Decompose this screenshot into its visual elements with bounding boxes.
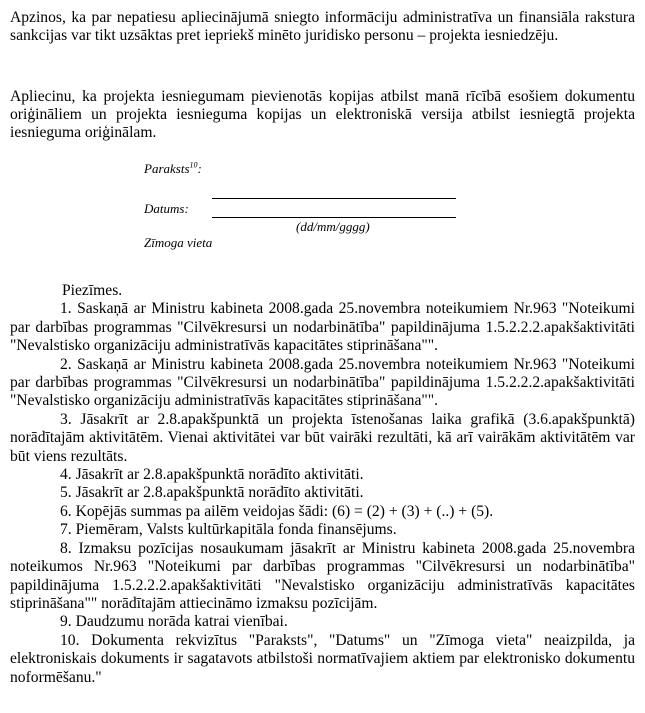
note-item: 6. Kopējās summas pa ailēm veidojas šādi: (6) = (2) + (3) + (..) + (5). [60, 502, 494, 520]
note-item: 7. Piemēram, Valsts kultūrkapitāla fonda finansējums. [60, 521, 397, 539]
note-item: 5. Jāsakrīt ar 2.8.apakšpunktā norādīto aktivitāti. [60, 484, 364, 502]
note-item: 8. Izmaksu pozīcijas nosaukumam jāsakrīt ar Ministru kabineta 2008.gada 25.novembra noteikumos Nr.963 "Noteikumi par darbības programmas "Cilvēkresursi un nodarbinātība" papildinājuma 1.5.2.2.2.apakšaktivitāti "Nevalstisko organizāciju administratīvās kapacitātes stiprināšana"" norādītajām attiecināmo izmaksu pozīcijām. [10, 539, 635, 612]
signature-footnote: 10 [189, 160, 198, 170]
note-item: 10. Dokumenta rekvizītus "Paraksts", "Datums" un "Zīmoga vieta" neaizpilda, ja elektroniskais dokuments ir sagatavots atbilstoši normatīvajiem aktiem par elektronisko dokumentu noformēšanu." [10, 631, 635, 686]
statement-false-info: Apzinos, ka par nepatiesu apliecinājumā sniegto informāciju administratīva un finansiāla rakstura sankcijas var tikt uzsāktas pret iepriekš minēto juridisko personu – projekta iesniedzēju. [10, 9, 635, 44]
signature-label-text: Paraksts [144, 161, 190, 176]
note-item: 1. Saskaņā ar Ministru kabineta 2008.gada 25.novembra noteikumiem Nr.963 "Noteikumi par darbības programmas "Cilvēkresursi un nodarbinātība" papildinājuma 1.5.2.2.2.apakšaktivitāti "Nevalstisko organizāciju administratīvās kapacitātes stiprināšana"". [10, 300, 635, 355]
note-item: 2. Saskaņā ar Ministru kabineta 2008.gada 25.novembra noteikumiem Nr.963 "Noteikumi par darbības programmas "Cilvēkresursi un nodarbinātība" papildinājuma 1.5.2.2.2.apakšaktivitāti "Nevalstisko organizāciju administratīvās kapacitātes stiprināšana"". [10, 355, 635, 410]
date-line [212, 217, 456, 218]
signature-line [212, 198, 456, 199]
date-label: Datums: [144, 201, 189, 216]
stamp-label: Zīmoga vieta [144, 235, 213, 250]
notes-section [10, 282, 635, 687]
notes-title: Piezīmes. [62, 282, 123, 299]
signature-label [144, 161, 202, 176]
note-item: 4. Jāsakrīt ar 2.8.apakšpunktā norādīto aktivitāti. [60, 466, 364, 484]
note-item: 9. Daudzumu norāda katrai vienībai. [60, 613, 288, 631]
signature-colon: : [197, 161, 202, 176]
statement-copies: Apliecinu, ka projekta iesniegumam pievienotās kopijas atbilst manā rīcībā esošiem dokumentu oriģināliem un projekta iesnieguma kopijas un elektroniskā versija atbilst iesniegtā projekta iesnieguma oriģinālam. [10, 88, 635, 141]
note-item: 3. Jāsakrīt ar 2.8.apakšpunktā un projekta īstenošanas laika grafikā (3.6.apakšpunktā) norādītajām aktivitātēm. Vienai aktivitātei var būt vairāki rezultāti, kā arī vairākām aktivitātēm var būt viens rezultāts. [10, 410, 635, 465]
date-format-hint: (dd/mm/gggg) [296, 219, 370, 234]
